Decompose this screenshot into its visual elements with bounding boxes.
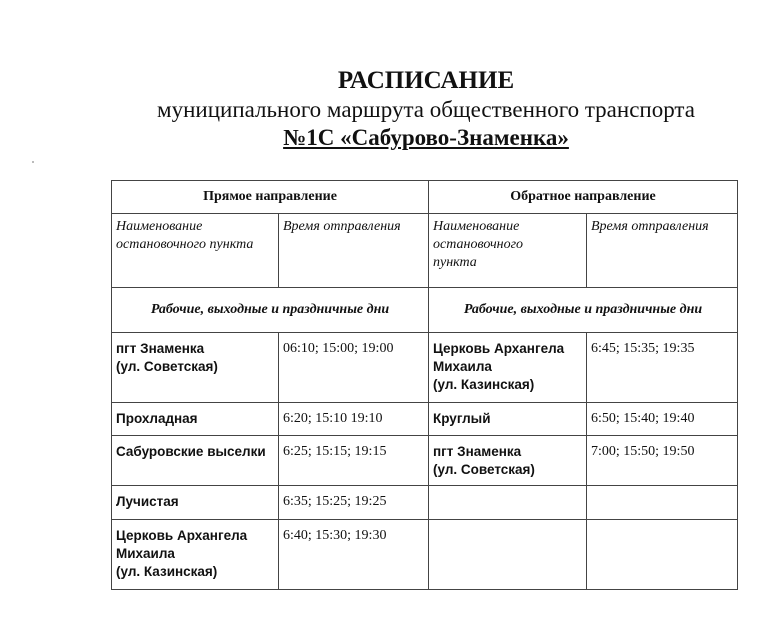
reverse-stop-name: пгт Знаменка (ул. Советская) bbox=[429, 436, 587, 486]
reverse-stop-name-empty bbox=[429, 520, 587, 590]
forward-stop-name: пгт Знаменка (ул. Советская) bbox=[112, 333, 279, 403]
table-row bbox=[112, 333, 738, 403]
reverse-departure-times-empty bbox=[587, 520, 738, 590]
reverse-direction-heading: Обратное направление bbox=[429, 181, 738, 214]
direction-header-row bbox=[112, 181, 738, 214]
scan-speck bbox=[32, 161, 34, 163]
reverse-time-column-header: Время отправления bbox=[587, 214, 738, 288]
reverse-departure-times: 6:50; 15:40; 19:40 bbox=[587, 403, 738, 436]
schedule-table bbox=[111, 180, 738, 590]
route-title bbox=[35, 124, 782, 152]
reverse-stop-column-header: Наименование остановочного пункта bbox=[429, 214, 587, 288]
table-row bbox=[112, 520, 738, 590]
forward-time-column-header: Время отправления bbox=[279, 214, 429, 288]
forward-stop-name: Сабуровские выселки bbox=[112, 436, 279, 486]
forward-departure-times: 6:35; 15:25; 19:25 bbox=[279, 486, 429, 520]
days-row bbox=[112, 288, 738, 333]
forward-stop-name: Лучистая bbox=[112, 486, 279, 520]
forward-departure-times: 6:40; 15:30; 19:30 bbox=[279, 520, 429, 590]
column-header-row bbox=[112, 214, 738, 288]
reverse-departure-times: 6:45; 15:35; 19:35 bbox=[587, 333, 738, 403]
table-row bbox=[112, 403, 738, 436]
reverse-departure-times-empty bbox=[587, 486, 738, 520]
forward-direction-heading: Прямое направление bbox=[112, 181, 429, 214]
forward-stop-name: Церковь Архангела Михаила (ул. Казинская) bbox=[112, 520, 279, 590]
document-subtitle: муниципального маршрута общественного транспорта bbox=[157, 97, 695, 122]
reverse-stop-name-empty bbox=[429, 486, 587, 520]
forward-days-label: Рабочие, выходные и праздничные дни bbox=[112, 288, 429, 333]
forward-stop-name: Прохладная bbox=[112, 403, 279, 436]
reverse-stop-name: Круглый bbox=[429, 403, 587, 436]
reverse-days-label: Рабочие, выходные и праздничные дни bbox=[429, 288, 738, 333]
reverse-stop-name: Церковь Архангела Михаила (ул. Казинская) bbox=[429, 333, 587, 403]
document-title: РАСПИСАНИЕ bbox=[337, 67, 515, 94]
table-row bbox=[112, 486, 738, 520]
forward-stop-column-header: Наименование остановочного пункта bbox=[112, 214, 279, 288]
route-name: №1С «Сабурово-Знаменка» bbox=[283, 125, 569, 150]
table-row bbox=[112, 436, 738, 486]
forward-departure-times: 06:10; 15:00; 19:00 bbox=[279, 333, 429, 403]
reverse-departure-times: 7:00; 15:50; 19:50 bbox=[587, 436, 738, 486]
forward-departure-times: 6:25; 15:15; 19:15 bbox=[279, 436, 429, 486]
forward-departure-times: 6:20; 15:10 19:10 bbox=[279, 403, 429, 436]
